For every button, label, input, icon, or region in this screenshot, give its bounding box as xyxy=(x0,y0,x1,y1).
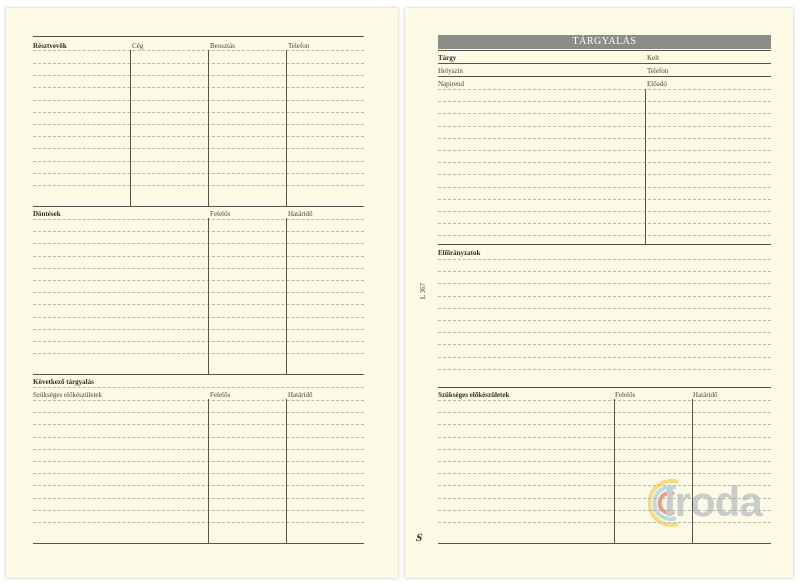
writing-line xyxy=(33,353,364,354)
writing-line xyxy=(438,126,771,127)
writing-line xyxy=(33,400,364,401)
left-page xyxy=(6,8,398,578)
decisions-header: Döntések xyxy=(33,210,61,218)
writing-line xyxy=(33,341,364,342)
next-meeting-deadline-header: Határidő xyxy=(288,391,313,399)
writing-line xyxy=(33,304,364,305)
subject-rule xyxy=(438,63,771,64)
maker-logo-icon: S xyxy=(414,532,424,544)
writing-line xyxy=(438,437,771,438)
writing-line xyxy=(33,243,364,244)
next-meeting-top-rule xyxy=(33,374,364,375)
participants-header: Résztvevők xyxy=(33,42,67,50)
next-meeting-responsible-header: Felelős xyxy=(210,391,231,399)
preparations-deadline-divider xyxy=(692,399,693,543)
watermark-text: Iroda xyxy=(664,478,762,525)
decisions-top-rule xyxy=(33,206,364,207)
writing-line xyxy=(33,124,364,125)
writing-line xyxy=(438,473,771,474)
writing-line xyxy=(33,412,364,413)
writing-line xyxy=(438,199,771,200)
writing-line xyxy=(438,211,771,212)
writing-line xyxy=(33,498,364,499)
writing-line xyxy=(438,162,771,163)
writing-line xyxy=(33,219,364,220)
preparations-responsible-header: Felelős xyxy=(615,391,636,399)
writing-line xyxy=(438,522,771,523)
preparations-top-rule xyxy=(438,387,771,388)
writing-line xyxy=(33,148,364,149)
position-column-header: Beosztás xyxy=(210,42,235,50)
company-column-header: Cég xyxy=(132,42,144,50)
place-rule xyxy=(438,76,771,77)
decisions-deadline-divider xyxy=(286,218,287,374)
writing-line xyxy=(33,256,364,257)
company-column-divider xyxy=(130,50,131,206)
phone-label: Telefon xyxy=(647,67,669,75)
writing-line xyxy=(33,437,364,438)
participants-header-rule xyxy=(33,50,364,51)
writing-line xyxy=(438,369,771,370)
banner-underline xyxy=(438,50,771,51)
estimates-top-rule xyxy=(438,244,771,245)
decisions-deadline-header: Határidő xyxy=(288,210,313,218)
preparations-deadline-header: Határidő xyxy=(693,391,718,399)
phone-column-divider xyxy=(286,50,287,206)
presenter-label: Előadó xyxy=(647,80,667,88)
writing-line xyxy=(33,63,364,64)
writing-line xyxy=(33,161,364,162)
meeting-banner: TÁRGYALÁS xyxy=(438,35,771,49)
writing-line xyxy=(438,510,771,511)
writing-line xyxy=(33,522,364,523)
writing-line xyxy=(438,400,771,401)
preparations-header: Szükséges előkészületek xyxy=(438,391,510,399)
writing-line xyxy=(438,89,771,90)
writing-line xyxy=(438,332,771,333)
writing-line xyxy=(438,235,771,236)
writing-line xyxy=(33,280,364,281)
participants-top-rule xyxy=(33,36,364,37)
writing-line xyxy=(33,100,364,101)
next-deadline-divider xyxy=(286,399,287,543)
writing-line xyxy=(438,485,771,486)
writing-line xyxy=(33,473,364,474)
writing-line xyxy=(438,449,771,450)
writing-line xyxy=(33,510,364,511)
subject-label: Tárgy xyxy=(438,54,457,62)
writing-line xyxy=(33,387,364,388)
writing-line xyxy=(438,308,771,309)
writing-line xyxy=(33,317,364,318)
writing-line xyxy=(438,296,771,297)
writing-line xyxy=(438,320,771,321)
writing-line xyxy=(33,292,364,293)
next-responsible-divider xyxy=(208,399,209,543)
writing-line xyxy=(33,424,364,425)
writing-line xyxy=(438,498,771,499)
writing-line xyxy=(438,357,771,358)
preparations-responsible-divider xyxy=(614,399,615,543)
writing-line xyxy=(33,461,364,462)
writing-line xyxy=(438,271,771,272)
decisions-responsible-divider xyxy=(208,218,209,374)
agenda-label: Napirend xyxy=(438,80,465,88)
writing-line xyxy=(438,412,771,413)
writing-line xyxy=(438,113,771,114)
right-bottom-rule xyxy=(438,543,771,544)
writing-line xyxy=(33,185,364,186)
left-bottom-rule xyxy=(33,543,364,544)
writing-line xyxy=(438,101,771,102)
phone-column-header: Telefon xyxy=(288,42,310,50)
writing-line xyxy=(33,87,364,88)
writing-line xyxy=(33,112,364,113)
next-meeting-header: Következő tárgyalás xyxy=(33,378,94,386)
writing-line xyxy=(33,268,364,269)
place-label: Helyszín xyxy=(438,67,463,75)
writing-line xyxy=(438,187,771,188)
writing-line xyxy=(438,223,771,224)
product-code: L 367 xyxy=(419,282,427,300)
writing-line xyxy=(438,174,771,175)
decisions-responsible-header: Felelős xyxy=(210,210,231,218)
writing-line xyxy=(438,259,771,260)
next-meeting-preparations-label: Szükséges előkészületek xyxy=(33,391,103,399)
writing-line xyxy=(438,283,771,284)
writing-line xyxy=(33,449,364,450)
presenter-column-divider xyxy=(645,89,646,244)
writing-line xyxy=(33,75,364,76)
writing-line xyxy=(33,485,364,486)
writing-line xyxy=(438,424,771,425)
writing-line xyxy=(33,173,364,174)
writing-line xyxy=(438,461,771,462)
estimates-header: Előirányzatok xyxy=(438,249,481,257)
writing-line xyxy=(33,231,364,232)
writing-line xyxy=(438,344,771,345)
writing-line xyxy=(438,150,771,151)
writing-line xyxy=(438,138,771,139)
writing-line xyxy=(33,329,364,330)
position-column-divider xyxy=(208,50,209,206)
date-label: Kelt xyxy=(647,54,660,62)
writing-line xyxy=(33,136,364,137)
